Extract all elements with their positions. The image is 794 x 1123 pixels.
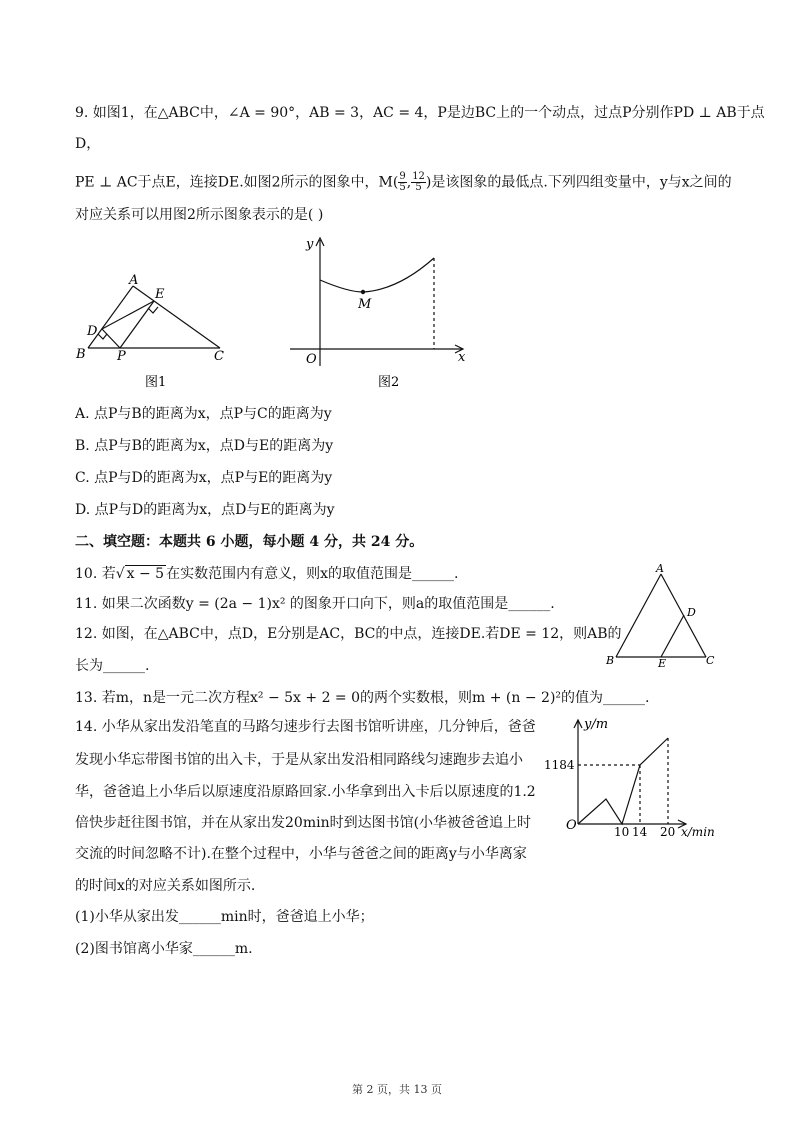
- q12-triangle-figure: [598, 560, 728, 672]
- figure-1: [70, 268, 240, 390]
- fig2-y-label: y: [306, 237, 314, 252]
- q10: 10. 若√ x − 5 在实数范围内有意义，则x的取值范围是______.: [75, 566, 459, 582]
- m-y-fraction: [411, 172, 426, 193]
- q9-line3-b: )是该图象的最低点.下列四组变量中，y与x之间的: [425, 174, 732, 191]
- m-x-den: 5: [399, 182, 406, 193]
- q14-line-3: 华，爸爸追上小华后以原速度沿原路回家.小华拿到出入卡后以原速度的1.2: [75, 784, 536, 800]
- q13: 13. 若m，n是一元二次方程x² − 5x + 2 = 0的两个实数根，则m + (n − 2)²的值为______.: [75, 690, 650, 706]
- q12-label-a: A: [656, 562, 664, 575]
- curve: [320, 258, 434, 292]
- q9-option-c: C. 点P与D的距离为x，点P与E的距离为y: [75, 470, 333, 486]
- q12-label-b: B: [606, 654, 615, 667]
- q12-label-c: C: [706, 654, 715, 667]
- q12-side-ab: [616, 574, 661, 657]
- figure-2-caption: 图2: [378, 375, 400, 390]
- q9-line3-a: PE ⊥ AC于点E，连接DE.如图2所示的图象中，M(: [75, 174, 399, 191]
- label-p: P: [117, 349, 126, 364]
- q14-distance-graph: [540, 712, 730, 842]
- q10-a: 10. 若: [75, 566, 116, 582]
- q14-origin: O: [566, 818, 577, 833]
- q14-line-6: 的时间x的对应关系如图所示.: [75, 878, 256, 894]
- segment-pe: [120, 301, 154, 348]
- m-x-fraction: [398, 172, 406, 193]
- q10-radicand: x − 5: [126, 566, 165, 582]
- m-y-num: 12: [412, 171, 425, 182]
- q9-option-a: A. 点P与B的距离为x，点P与C的距离为y: [75, 406, 332, 422]
- figure-1-caption: 图1: [145, 375, 167, 390]
- right-angle-d: [98, 334, 107, 339]
- label-a: A: [129, 273, 139, 288]
- q14-sub-1: (1)小华从家出发______min时，爸爸追上小华；: [75, 909, 374, 925]
- q14-x-tick-20: 20: [660, 825, 676, 839]
- q10-b: 在实数范围内有意义，则x的取值范围是______.: [166, 566, 459, 582]
- q11: 11. 如果二次函数y = (2a − 1)x² 的图象开口向下，则a的取值范围是______.: [75, 596, 555, 612]
- q14-x-tick-14: 14: [632, 825, 648, 839]
- side-ac: [133, 286, 220, 348]
- q14-x-tick-10: 10: [614, 825, 630, 839]
- segment-de: [102, 301, 154, 329]
- q9-option-d: D. 点P与D的距离为x，点D与E的距离为y: [75, 502, 335, 518]
- section-2-heading: 二、填空题：本题共 6 小题，每小题 4 分，共 24 分。: [75, 534, 424, 550]
- segment-pd: [102, 329, 120, 348]
- label-c: C: [214, 349, 224, 364]
- q12-label-d: D: [687, 606, 696, 619]
- fig2-m-label: M: [358, 297, 372, 312]
- label-b: B: [76, 347, 86, 362]
- fig2-origin: O: [306, 352, 317, 367]
- point-m: [361, 290, 365, 294]
- q9-line2: D，: [75, 136, 101, 152]
- q12-line1: 12. 如图，在△ABC中，点D，E分别是AC，BC的中点，连接DE.若DE = 12，则AB的: [75, 626, 622, 642]
- q9-line1: 9. 如图1，在△ABC中，∠A = 90°，AB = 3，AC = 4，P是边BC上的一个动点，过点P分别作PD ⊥ AB于点: [75, 105, 765, 121]
- page-footer: 第 2 页，共 13 页: [352, 1083, 442, 1096]
- label-e: E: [155, 287, 165, 302]
- m-y-den: 5: [415, 182, 422, 193]
- q14-line-5: 交流的时间忽略不计).在整个过程中，小华与爸爸之间的距离y与小华离家: [75, 846, 527, 862]
- q14-line-4: 倍快步赶往图书馆，并在从家出发20min时到达图书馆(小华被爸爸追上时: [75, 815, 532, 831]
- q14-y-tick: 1184: [544, 758, 575, 772]
- q14-x-label: x/min: [681, 825, 715, 839]
- q12-label-e: E: [658, 657, 667, 670]
- q9-line3: PE ⊥ AC于点E，连接DE.如图2所示的图象中，M( $\frac{9}{5}$ , $\frac{12}{5}$ )是该图象的最低点.下列四组变量中，y与x之间的: [75, 171, 732, 193]
- q14-sub-2: (2)图书馆离小华家______m.: [75, 941, 253, 957]
- figure-2: [288, 230, 478, 390]
- m-x-num: 9: [399, 171, 406, 182]
- q9-line4: 对应关系可以用图2所示图象表示的是( ): [75, 207, 324, 223]
- q12-line2: 长为______.: [75, 658, 150, 674]
- q14-y-label: y/m: [584, 717, 609, 732]
- q14-line-1: 14. 小华从家出发沿笔直的马路匀速步行去图书馆听讲座，几分钟后，爸爸: [75, 719, 536, 735]
- q14-line-2: 发现小华忘带图书馆的出入卡，于是从家出发沿相同路线匀速跑步去追小: [75, 752, 523, 768]
- q9-option-b: B. 点P与B的距离为x，点D与E的距离为y: [75, 438, 334, 454]
- label-d: D: [87, 324, 98, 339]
- q14-distance-line: [578, 738, 668, 824]
- fig2-x-label: x: [458, 350, 466, 365]
- q12-segment-de: [661, 615, 684, 657]
